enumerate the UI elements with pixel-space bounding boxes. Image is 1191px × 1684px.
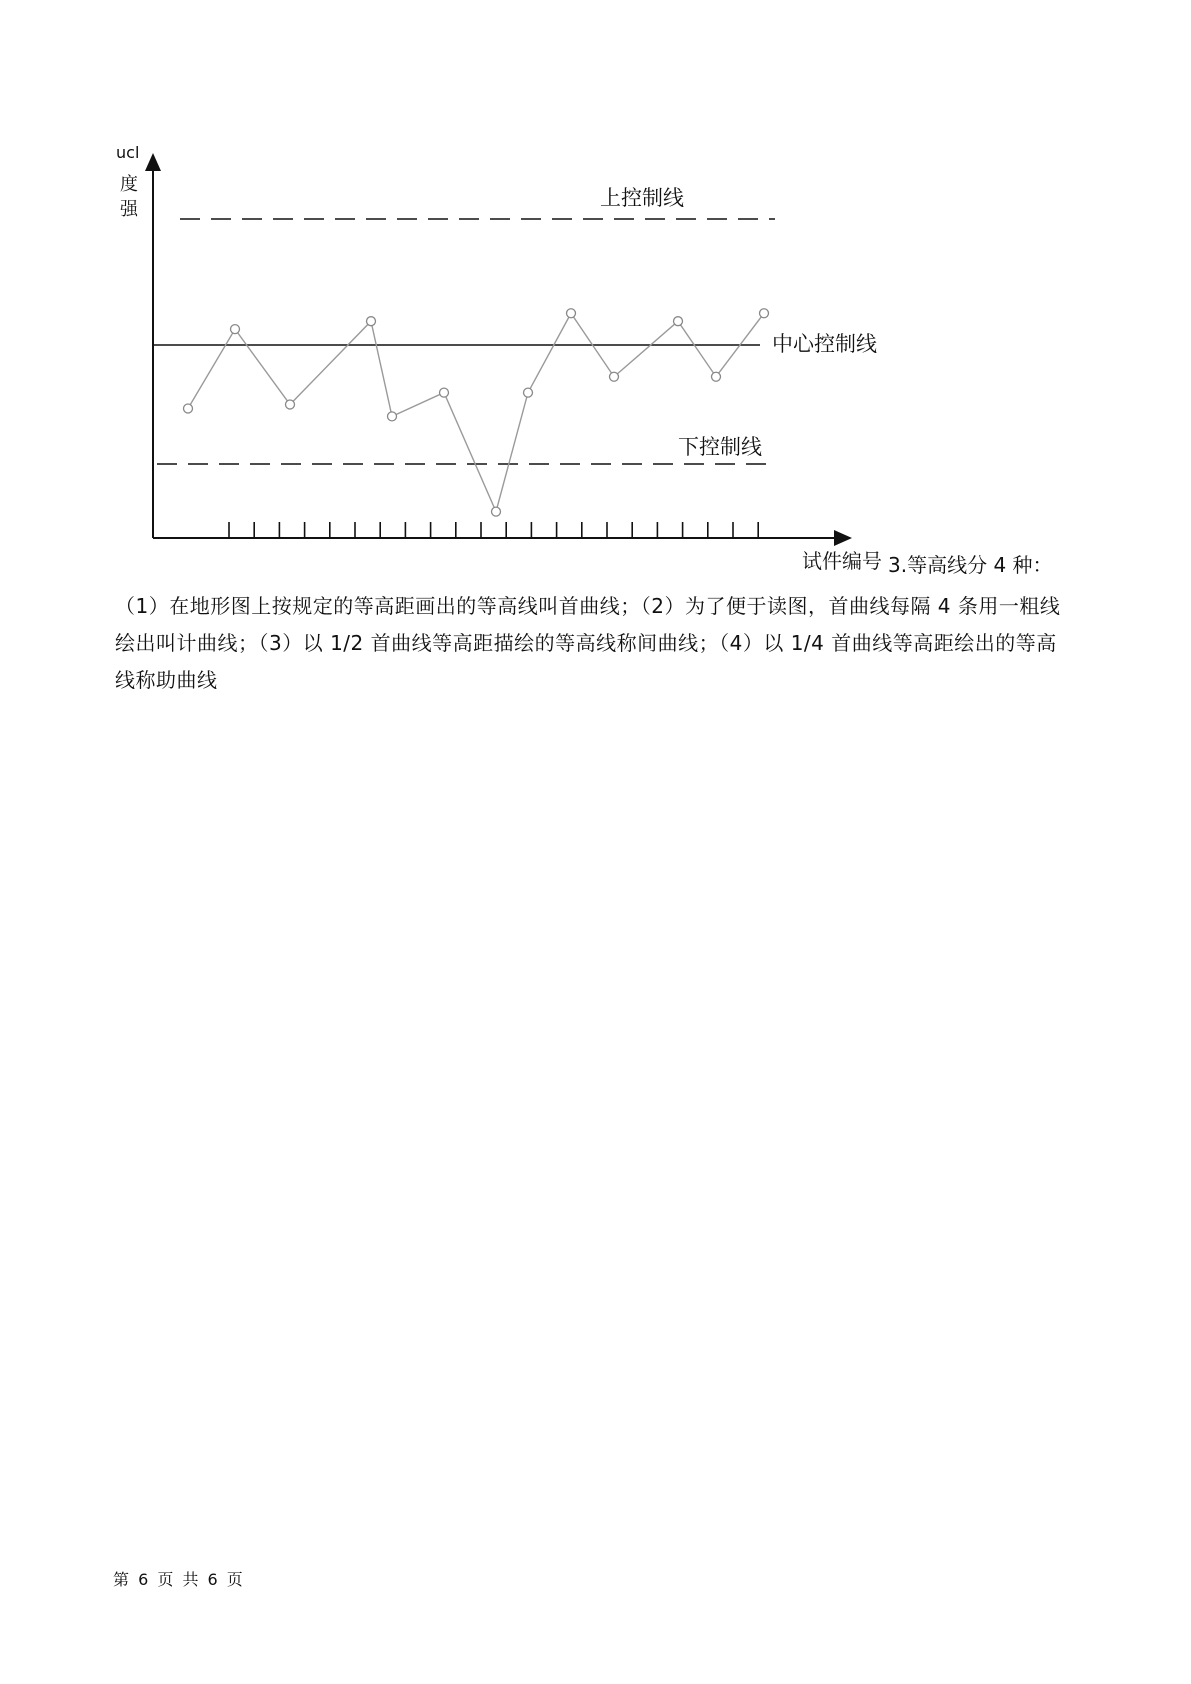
data-point-9 <box>567 309 576 318</box>
section-heading: 3.等高线分 4 种： <box>888 553 1053 577</box>
data-point-6 <box>440 388 449 397</box>
data-point-7 <box>492 507 501 516</box>
data-point-13 <box>760 309 769 318</box>
body-text: （1）在地形图上按规定的等高距画出的等高线叫首曲线；（2）为了便于读图，首曲线每隔 4 条用一粗线绘出叫计曲线；（3）以 1/2 首曲线等高距描绘的等高线称间曲线；（4）以 1/4 首曲线等高距绘出的等高线称助曲线 <box>115 594 1061 692</box>
page-footer: 第 6 页 共 6 页 <box>113 1570 245 1589</box>
y-axis-label-char-2: 强 <box>120 199 138 220</box>
data-points <box>184 309 769 516</box>
x-axis-ticks <box>229 522 758 538</box>
body-paragraph <box>115 588 1075 699</box>
lcl-label: 下控制线 <box>678 435 762 459</box>
data-point-4 <box>367 317 376 326</box>
data-point-3 <box>286 400 295 409</box>
data-point-1 <box>184 404 193 413</box>
cl-label: 中心控制线 <box>772 332 877 356</box>
data-series-line <box>188 313 764 511</box>
data-point-2 <box>231 325 240 334</box>
y-axis-label-char-1: 度 <box>120 174 138 195</box>
data-point-11 <box>674 317 683 326</box>
x-axis-label: 试件编号 <box>802 549 882 573</box>
ucl-label: 上控制线 <box>600 186 684 210</box>
y-axis-label-ucl: ucl <box>116 143 140 162</box>
data-point-5 <box>388 412 397 421</box>
data-point-8 <box>524 388 533 397</box>
data-point-12 <box>712 372 721 381</box>
data-point-10 <box>610 372 619 381</box>
